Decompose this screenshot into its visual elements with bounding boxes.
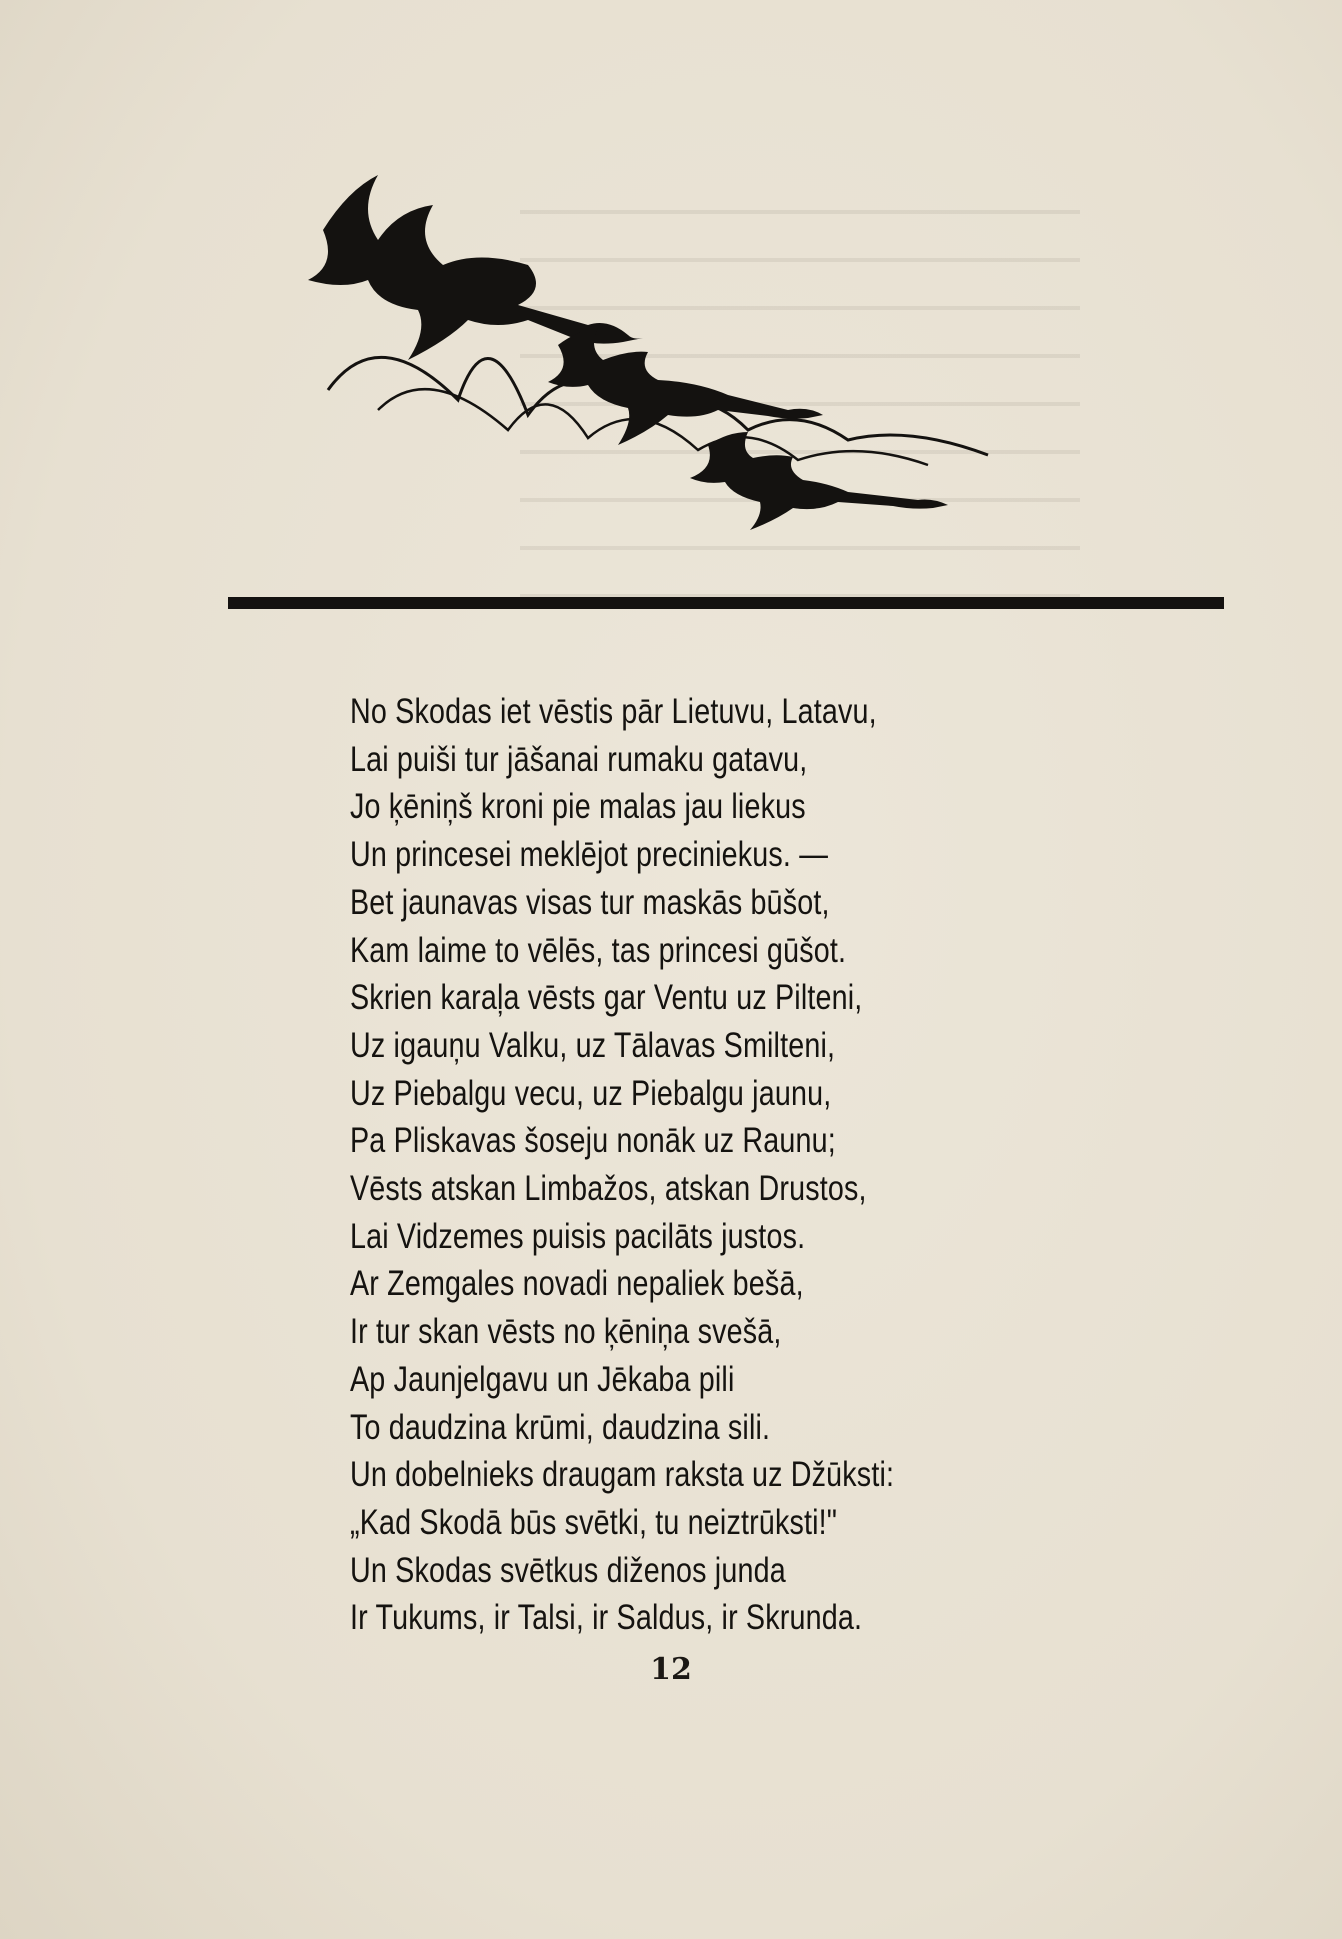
poem-text: [350, 688, 1006, 1642]
poem-line: To daudzina krūmi, daudzina sili.: [350, 1407, 771, 1447]
poem-line: Un Skodas svētkus diženos junda: [350, 1550, 786, 1590]
poem-line: Ap Jaunjelgavu un Jēkaba pili: [350, 1359, 735, 1399]
poem-line: Vēsts atskan Limbažos, atskan Drustos,: [350, 1169, 867, 1209]
poem-line: „Kad Skodā būs svētki, tu neiztrūksti!": [350, 1502, 838, 1542]
poem-line: Uz Piebalgu vecu, uz Piebalgu jaunu,: [350, 1073, 832, 1113]
poem-line: Pa Pliskavas šoseju nonāk uz Raunu;: [350, 1121, 836, 1161]
poem-line: Lai puiši tur jāšanai rumaku gatavu,: [350, 739, 808, 779]
poem-line: Un princesei meklējot preciniekus. —: [350, 835, 829, 875]
poem-line: Uz igauņu Valku, uz Tālavas Smilteni,: [350, 1025, 836, 1065]
poem-line: Skrien karaļa vēsts gar Ventu uz Pilteni,: [350, 978, 863, 1018]
page-number: 12: [650, 1652, 692, 1687]
poem-line: Ir Tukums, ir Talsi, ir Saldus, ir Skrunda.: [350, 1598, 863, 1638]
poem-line: Ir tur skan vēsts no ķēniņa svešā,: [350, 1312, 782, 1352]
poem-line: Ar Zemgales novadi nepaliek bešā,: [350, 1264, 804, 1304]
poem-line: Lai Vidzemes puisis pacilāts justos.: [350, 1216, 806, 1256]
poem-line: Kam laime to vēlēs, tas princesi gūšot.: [350, 930, 847, 970]
poem-line: Un dobelnieks draugam raksta uz Džūksti:: [350, 1455, 895, 1495]
poem-line: Jo ķēniņš kroni pie malas jau liekus: [350, 787, 806, 827]
poem-line: No Skodas iet vēstis pār Lietuvu, Latavu,: [350, 692, 877, 731]
poem-line: Bet jaunavas visas tur maskās būšot,: [350, 882, 830, 922]
flying-geese-icon: [228, 170, 1224, 620]
